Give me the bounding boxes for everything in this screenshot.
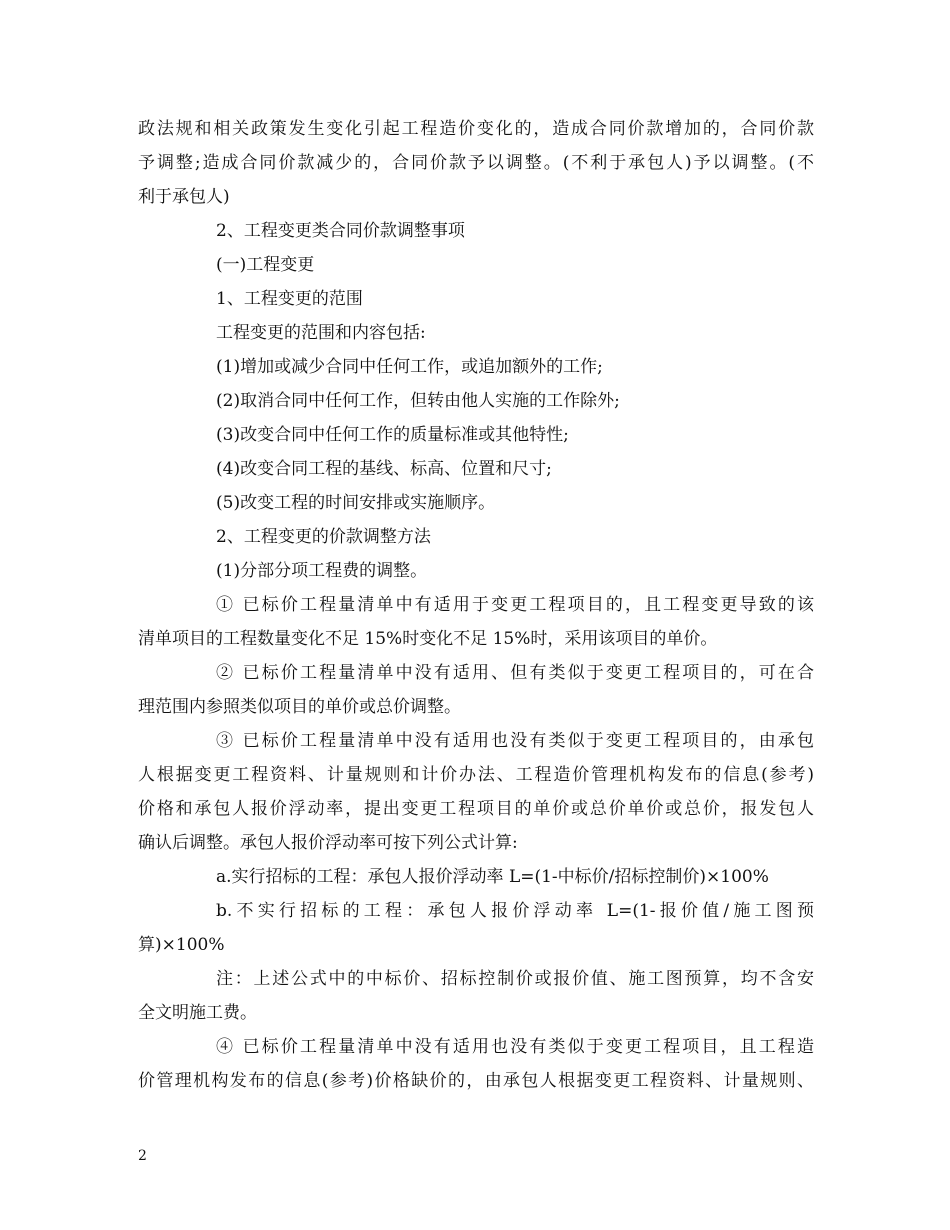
text-line: 理范围内参照类似项目的单价或总价调整。 — [138, 697, 461, 717]
text-line: 2、工程变更的价款调整方法 — [216, 527, 431, 547]
text-line: 2、工程变更类合同价款调整事项 — [216, 221, 465, 241]
text-line: b.不实行招标的工程：承包人报价浮动率 L=(1-报价值/施工图预 — [216, 901, 814, 921]
text-line: 清单项目的工程数量变化不足 15%时变化不足 15%时，采用该项目的单价。 — [138, 629, 718, 649]
text-line: 予调整;造成合同价款减少的，合同价款予以调整。(不利于承包人)予以调整。(不 — [138, 153, 814, 173]
text-line: 工程变更的范围和内容包括: — [216, 323, 426, 343]
page-number: 2 — [138, 1148, 147, 1164]
text-line: 政法规和相关政策发生变化引起工程造价变化的，造成合同价款增加的，合同价款 — [138, 119, 814, 139]
text-line: 1、工程变更的范围 — [216, 289, 363, 309]
text-line: 利于承包人) — [138, 187, 230, 207]
text-line: 算)×100% — [138, 935, 225, 955]
text-line: (1)分部分项工程费的调整。 — [216, 561, 428, 581]
text-line: 价管理机构发布的信息(参考)价格缺价的，由承包人根据变更工程资料、计量规则、 — [138, 1071, 814, 1091]
text-line: 人根据变更工程资料、计量规则和计价办法、工程造价管理机构发布的信息(参考) — [138, 765, 814, 785]
text-line: 确认后调整。承包人报价浮动率可按下列公式计算: — [138, 833, 518, 853]
text-line: 注：上述公式中的中标价、招标控制价或报价值、施工图预算，均不含安 — [216, 969, 814, 989]
text-line: ② 已标价工程量清单中没有适用、但有类似于变更工程项目的，可在合 — [216, 663, 814, 683]
text-line: (4)改变合同工程的基线、标高、位置和尺寸; — [216, 459, 552, 479]
text-line: ① 已标价工程量清单中有适用于变更工程项目的，且工程变更导致的该 — [216, 595, 814, 615]
text-line: 价格和承包人报价浮动率，提出变更工程项目的单价或总价单价或总价，报发包人 — [138, 799, 814, 819]
text-line: ④ 已标价工程量清单中没有适用也没有类似于变更工程项目，且工程造 — [216, 1037, 814, 1057]
text-line: 全文明施工费。 — [138, 1003, 257, 1023]
document-body — [138, 112, 814, 1098]
text-line: (2)取消合同中任何工作，但转由他人实施的工作除外; — [216, 391, 620, 411]
text-line: (1)增加或减少合同中任何工作，或追加额外的工作; — [216, 357, 603, 377]
text-line: (一)工程变更 — [216, 255, 315, 275]
text-line: (3)改变合同中任何工作的质量标准或其他特性; — [216, 425, 569, 445]
text-line: (5)改变工程的时间安排或实施顺序。 — [216, 493, 496, 513]
text-line: ③ 已标价工程量清单中没有适用也没有类似于变更工程项目的，由承包 — [216, 731, 814, 751]
text-line: a.实行招标的工程：承包人报价浮动率 L=(1-中标价/招标控制价)×100% — [216, 867, 769, 887]
